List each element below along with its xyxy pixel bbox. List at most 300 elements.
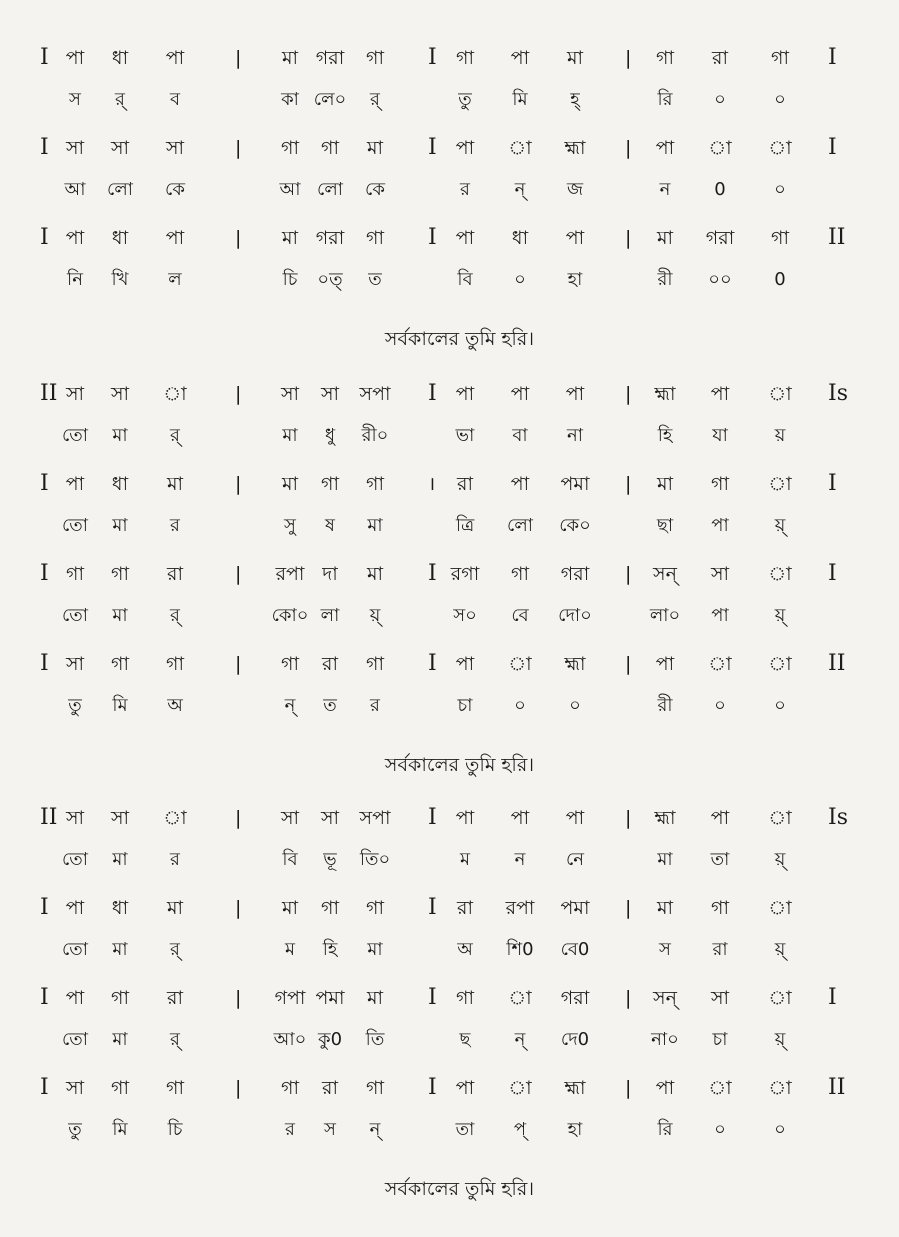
swara-note: গরা (315, 47, 345, 69)
lyric-line (0, 934, 899, 966)
lyric-syllable: ০ (514, 269, 526, 290)
lyric-syllable: র (370, 695, 380, 716)
swara-note: দা (322, 563, 338, 585)
lyric-syllable: হি (657, 425, 673, 446)
swara-note: হ্মা (564, 1077, 586, 1099)
swara-note: সা (165, 137, 185, 159)
lyric-syllable: তো (61, 849, 89, 870)
swara-note: া (708, 1077, 732, 1099)
lyric-syllable: তু (458, 89, 472, 110)
lyric-syllable: য় (774, 425, 786, 446)
swara-note: গা (656, 47, 674, 69)
bar-mark: I (40, 561, 49, 586)
lyric-syllable: রা (712, 939, 728, 960)
swara-note: সা (320, 383, 340, 405)
swara-note: সা (710, 563, 730, 585)
swara-note: গা (366, 47, 384, 69)
lyric-syllable: র (170, 849, 180, 870)
swara-note: গরা (315, 227, 345, 249)
swara-note: পা (455, 137, 475, 159)
swara-note: গা (281, 137, 299, 159)
lyric-syllable: মা (367, 515, 383, 536)
bar-mark: II (828, 1075, 846, 1100)
lyric-syllable: ন্ (514, 1029, 526, 1050)
lyric-syllable: ০ (569, 695, 581, 716)
swara-note: পা (65, 47, 85, 69)
swara-note: মা (166, 473, 184, 495)
bar-mark: I (828, 135, 837, 160)
swara-note: ধা (111, 897, 129, 919)
beat-separator: | (235, 807, 242, 829)
swara-note: গা (321, 897, 339, 919)
notation-line (0, 42, 899, 74)
swara-note: গা (771, 47, 789, 69)
lyric-syllable: স০ (453, 605, 477, 626)
notation-line (0, 222, 899, 254)
swara-note: গা (111, 653, 129, 675)
swara-note: সা (110, 807, 130, 829)
swara-note: া (768, 653, 792, 675)
lyric-syllable: ০০ (708, 269, 732, 290)
lyric-syllable: মা (367, 939, 383, 960)
lyric-syllable: র্ (170, 939, 180, 960)
bar-mark: I (428, 225, 437, 250)
swara-note: গা (166, 653, 184, 675)
lyric-syllable: ০ (514, 695, 526, 716)
lyric-syllable: র্ (115, 89, 125, 110)
beat-separator: । (428, 473, 436, 495)
swara-note: সা (65, 1077, 85, 1099)
swara-note: গরা (705, 227, 735, 249)
bar-mark: I (428, 985, 437, 1010)
beat-separator: | (625, 383, 632, 405)
swara-note: রা (167, 987, 183, 1009)
notation-line (0, 892, 899, 924)
lyric-syllable: মা (112, 939, 128, 960)
lyric-syllable: মা (112, 605, 128, 626)
notation-line (0, 802, 899, 834)
lyric-syllable: র্ (170, 1029, 180, 1050)
lyric-syllable: ০ (774, 179, 786, 200)
lyric-syllable: 0 (774, 269, 786, 290)
lyric-syllable: অ (457, 939, 473, 960)
swara-note: া (508, 987, 532, 1009)
beat-separator: | (625, 653, 632, 675)
swara-note: গা (111, 563, 129, 585)
beat-separator: | (235, 383, 242, 405)
lyric-syllable: নে (565, 849, 585, 870)
lyric-line (0, 1024, 899, 1056)
swara-note: া (768, 383, 792, 405)
lyric-syllable: ভা (455, 425, 475, 446)
swara-note: া (508, 137, 532, 159)
swara-note: মা (566, 47, 584, 69)
lyric-syllable: ত (323, 695, 337, 716)
swara-note: ধা (111, 227, 129, 249)
bar-mark: I (40, 135, 49, 160)
swara-note: গরা (560, 987, 590, 1009)
swara-note: মা (366, 987, 384, 1009)
lyric-syllable: ষ (325, 515, 335, 536)
lyric-syllable: র (285, 1119, 295, 1140)
swara-note: সা (110, 137, 130, 159)
bar-mark: II (828, 651, 846, 676)
lyric-syllable: কে (165, 179, 185, 200)
lyric-syllable: তো (61, 425, 89, 446)
lyric-syllable: অ (167, 695, 183, 716)
swara-note: ধা (111, 47, 129, 69)
lyric-syllable: য়্ (774, 605, 786, 626)
bar-mark: I (40, 471, 49, 496)
swara-note: সন্ (653, 987, 677, 1009)
lyric-syllable: হা (567, 1119, 583, 1140)
beat-separator: | (625, 137, 632, 159)
swara-note: পা (565, 807, 585, 829)
lyric-line (0, 264, 899, 296)
lyric-syllable: ম (460, 849, 470, 870)
notation-line (0, 132, 899, 164)
swara-note: রা (322, 1077, 338, 1099)
lyric-syllable: ০ (714, 695, 726, 716)
swara-note: হ্মা (564, 653, 586, 675)
notation-line (0, 468, 899, 500)
swara-note: পা (510, 47, 530, 69)
swara-note: গা (111, 1077, 129, 1099)
lyric-syllable: লো (317, 179, 343, 200)
lyric-syllable: কো০ (271, 605, 309, 626)
lyric-syllable: আ (279, 179, 301, 200)
lyric-syllable: ০ (774, 89, 786, 110)
swara-note: পা (455, 1077, 475, 1099)
lyric-syllable: য়্ (774, 515, 786, 536)
beat-separator: | (235, 227, 242, 249)
lyric-syllable: য়্ (774, 1029, 786, 1050)
lyric-syllable: যা (712, 425, 728, 446)
lyric-syllable: ল (168, 269, 182, 290)
beat-separator: | (235, 897, 242, 919)
lyric-syllable: স (69, 89, 81, 110)
lyric-syllable: স (324, 1119, 336, 1140)
beat-separator: | (235, 563, 242, 585)
lyric-syllable: ত (368, 269, 382, 290)
bar-mark: I (428, 135, 437, 160)
lyric-syllable: রি (657, 1119, 673, 1140)
swara-note: গা (456, 987, 474, 1009)
lyric-syllable: ন্ (514, 179, 526, 200)
bar-mark: I (828, 471, 837, 496)
lyric-syllable: ভূ (323, 849, 337, 870)
swara-note: পা (710, 807, 730, 829)
lyric-syllable: তি০ (359, 849, 391, 870)
swara-note: া (768, 807, 792, 829)
lyric-syllable: তু (68, 695, 82, 716)
swara-note: গা (321, 473, 339, 495)
notation-line (0, 378, 899, 410)
bar-mark: I (40, 45, 49, 70)
lyric-syllable: হ্ (570, 89, 580, 110)
swara-note: রা (322, 653, 338, 675)
lyric-syllable: কে (365, 179, 385, 200)
lyric-syllable: ০ত্ (317, 269, 343, 290)
swara-note: পা (65, 473, 85, 495)
lyric-syllable: মা (112, 425, 128, 446)
lyric-syllable: তো (61, 605, 89, 626)
swara-note: রপা (275, 563, 305, 585)
lyric-line (0, 84, 899, 116)
refrain-line: সর্বকালের তুমি হরি। (384, 754, 535, 776)
bar-mark: I (40, 225, 49, 250)
bar-mark: I (428, 651, 437, 676)
swara-note: রা (457, 897, 473, 919)
lyric-syllable: তো (61, 515, 89, 536)
lyric-syllable: র্ (170, 425, 180, 446)
swara-note: সা (65, 137, 85, 159)
lyric-syllable: ন (514, 849, 526, 870)
swara-note: া (508, 653, 532, 675)
bar-mark: I (40, 651, 49, 676)
lyric-syllable: আ (64, 179, 86, 200)
swara-note: পা (65, 987, 85, 1009)
lyric-syllable: ০ (774, 1119, 786, 1140)
swara-note: মা (656, 897, 674, 919)
swara-note: পমা (315, 987, 345, 1009)
lyric-syllable: বা (512, 425, 528, 446)
swara-note: সপা (359, 807, 391, 829)
bar-mark: I (428, 381, 437, 406)
swara-note: রগা (450, 563, 480, 585)
lyric-syllable: খি (111, 269, 129, 290)
swara-note: মা (166, 897, 184, 919)
lyric-syllable: জ (566, 179, 584, 200)
lyric-line (0, 510, 899, 542)
bar-mark: II (40, 805, 58, 830)
beat-separator: | (235, 473, 242, 495)
lyric-syllable: তা (455, 1119, 475, 1140)
bar-mark: I (428, 805, 437, 830)
swara-note: গা (456, 47, 474, 69)
bar-mark: Is (828, 805, 848, 830)
swara-note: সা (280, 383, 300, 405)
swara-note: মা (281, 897, 299, 919)
lyric-syllable: ত্রি (455, 515, 475, 536)
swara-note: পা (510, 473, 530, 495)
lyric-syllable: রি (657, 89, 673, 110)
bar-mark: I (40, 985, 49, 1010)
notation-line (0, 558, 899, 590)
swara-note: গা (511, 563, 529, 585)
lyric-syllable: বি (282, 849, 298, 870)
lyric-syllable: কু0 (317, 1029, 343, 1050)
swara-note: পা (455, 807, 475, 829)
lyric-syllable: ০ (714, 89, 726, 110)
swara-note: মা (281, 47, 299, 69)
bar-mark: I (828, 45, 837, 70)
refrain-line: সর্বকালের তুমি হরি। (384, 1178, 535, 1200)
lyric-syllable: পা (711, 605, 729, 626)
lyric-syllable: বে (511, 605, 529, 626)
notation-line (0, 648, 899, 680)
swara-note: পা (710, 383, 730, 405)
beat-separator: | (625, 897, 632, 919)
swara-note: গা (66, 563, 84, 585)
lyric-syllable: লে০ (313, 89, 347, 110)
lyric-syllable: ছ (459, 1029, 471, 1050)
bar-mark: I (428, 45, 437, 70)
lyric-syllable: মা (112, 849, 128, 870)
swara-note: হ্মা (564, 137, 586, 159)
swara-note: া (163, 383, 187, 405)
lyric-syllable: নি (67, 269, 83, 290)
swara-note: সা (320, 807, 340, 829)
swara-note: মা (281, 227, 299, 249)
lyric-syllable: লো (507, 515, 533, 536)
lyric-syllable: দো০ (558, 605, 592, 626)
lyric-syllable: মা (112, 1029, 128, 1050)
lyric-syllable: র্ (170, 605, 180, 626)
bar-mark: II (828, 225, 846, 250)
swara-note: গা (711, 897, 729, 919)
swara-note: গা (111, 987, 129, 1009)
swara-note: সন্ (653, 563, 677, 585)
lyric-syllable: পা (711, 515, 729, 536)
lyric-syllable: তো (61, 1029, 89, 1050)
lyric-syllable: র্ (370, 89, 380, 110)
lyric-syllable: মা (282, 425, 298, 446)
swara-note: া (768, 1077, 792, 1099)
lyric-syllable: ব (169, 89, 181, 110)
lyric-syllable: দে0 (560, 1029, 590, 1050)
lyric-line (0, 600, 899, 632)
lyric-syllable: বে0 (560, 939, 590, 960)
swara-note: গা (366, 227, 384, 249)
swara-note: মা (281, 473, 299, 495)
swara-note: মা (366, 563, 384, 585)
lyric-syllable: তি (365, 1029, 385, 1050)
swara-note: সা (65, 807, 85, 829)
beat-separator: | (625, 807, 632, 829)
beat-separator: | (235, 137, 242, 159)
lyric-syllable: লা (320, 605, 340, 626)
lyric-syllable: চি (167, 1119, 183, 1140)
beat-separator: | (625, 563, 632, 585)
swara-note: া (708, 137, 732, 159)
lyric-line (0, 690, 899, 722)
lyric-syllable: লো (107, 179, 133, 200)
swara-note: গপা (274, 987, 306, 1009)
swara-note: া (508, 1077, 532, 1099)
swara-note: গরা (560, 563, 590, 585)
lyric-syllable: য়্ (774, 939, 786, 960)
swara-note: পা (655, 653, 675, 675)
bar-mark: II (40, 381, 58, 406)
lyric-syllable: ন্ (369, 1119, 381, 1140)
swara-note: রা (457, 473, 473, 495)
refrain-line: সর্বকালের তুমি হরি। (384, 328, 535, 350)
lyric-syllable: ন্ (284, 695, 296, 716)
swara-note: া (768, 563, 792, 585)
lyric-syllable: মি (112, 695, 128, 716)
swara-note: মা (656, 473, 674, 495)
swara-note: মা (656, 227, 674, 249)
swara-note: পা (65, 227, 85, 249)
lyric-syllable: রী (657, 695, 673, 716)
notation-line (0, 1072, 899, 1104)
lyric-syllable: সু (284, 515, 296, 536)
swara-note: গা (711, 473, 729, 495)
lyric-syllable: চা (457, 695, 473, 716)
bar-mark: I (428, 895, 437, 920)
swara-note: পা (165, 227, 185, 249)
swara-note: গা (321, 137, 339, 159)
lyric-syllable: চি (282, 269, 298, 290)
swara-note: া (768, 473, 792, 495)
bar-mark: I (428, 1075, 437, 1100)
bar-mark: I (428, 561, 437, 586)
lyric-syllable: ন (659, 179, 671, 200)
bar-mark: I (828, 561, 837, 586)
swara-note: সা (280, 807, 300, 829)
swara-note: পা (510, 383, 530, 405)
swara-note: পা (455, 227, 475, 249)
swara-note: পা (455, 653, 475, 675)
beat-separator: | (625, 227, 632, 249)
lyric-syllable: না০ (651, 1029, 679, 1050)
swara-note: পা (165, 47, 185, 69)
lyric-syllable: শি0 (506, 939, 534, 960)
lyric-syllable: রী০ (361, 425, 389, 446)
lyric-syllable: স (659, 939, 671, 960)
lyric-syllable: না (567, 425, 583, 446)
notation-line (0, 982, 899, 1014)
lyric-syllable: ধু (324, 425, 336, 446)
lyric-syllable: আ০ (273, 1029, 307, 1050)
beat-separator: | (625, 473, 632, 495)
beat-separator: | (235, 1077, 242, 1099)
swara-note: গা (366, 473, 384, 495)
swara-note: পা (510, 807, 530, 829)
beat-separator: | (625, 47, 632, 69)
beat-separator: | (235, 47, 242, 69)
lyric-syllable: হি (322, 939, 338, 960)
lyric-syllable: হা (567, 269, 583, 290)
swara-note: সা (65, 383, 85, 405)
lyric-syllable: তা (710, 849, 730, 870)
lyric-syllable: র (170, 515, 180, 536)
bar-mark: I (40, 1075, 49, 1100)
swara-note: পা (655, 137, 675, 159)
swara-note: পমা (560, 897, 590, 919)
bar-mark: I (40, 895, 49, 920)
lyric-syllable: য়্ (774, 849, 786, 870)
swara-note: া (708, 653, 732, 675)
swara-note: গা (366, 897, 384, 919)
lyric-syllable: কা (281, 89, 299, 110)
lyric-syllable: কে০ (559, 515, 591, 536)
swara-note: পা (655, 1077, 675, 1099)
lyric-syllable: য়্ (369, 605, 381, 626)
swara-note: গা (166, 1077, 184, 1099)
beat-separator: | (625, 987, 632, 1009)
swara-note: া (768, 987, 792, 1009)
swara-note: গা (281, 653, 299, 675)
swara-note: গা (366, 1077, 384, 1099)
lyric-syllable: মা (657, 849, 673, 870)
beat-separator: | (235, 653, 242, 675)
swara-note: ধা (111, 473, 129, 495)
lyric-syllable: তো (61, 939, 89, 960)
lyric-syllable: চা (712, 1029, 728, 1050)
swara-note: পা (65, 897, 85, 919)
